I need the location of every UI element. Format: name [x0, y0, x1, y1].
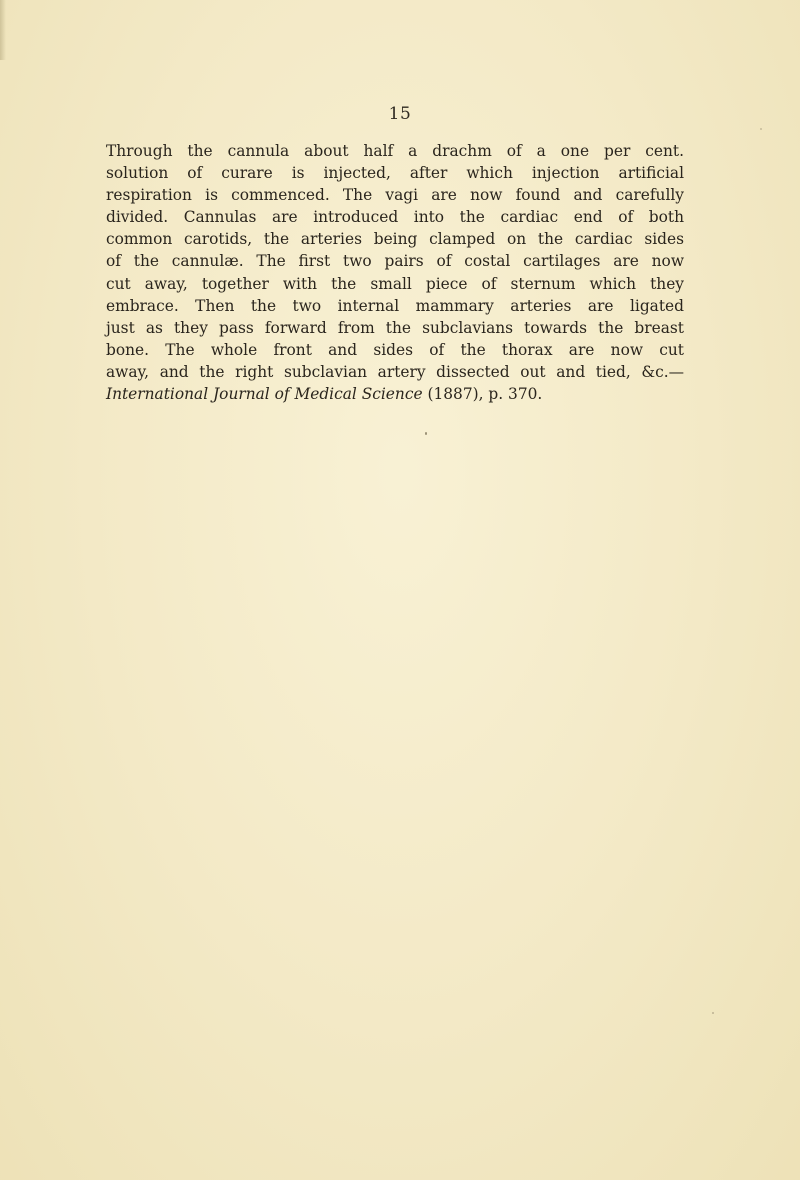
citation-journal: International Journal of Medical Science: [106, 385, 423, 404]
text-line: divided. Cannulas are introduced into the cardiac end of both: [106, 208, 684, 227]
text-line: away, and the right subclavian artery dissected out and tied, &c.—: [106, 362, 684, 381]
text-line: respiration is commenced. The vagi are now found and carefully: [106, 186, 684, 205]
paper-speck: [425, 432, 427, 435]
page-edge-shadow: [0, 0, 6, 60]
text-line: just as they pass forward from the subclavians towards the breast: [106, 318, 684, 337]
text-line: of the cannulæ. The first two pairs of costal cartilages are now: [106, 252, 684, 271]
text-line: common carotids, the arteries being clamped on the cardiac sides: [106, 230, 684, 249]
body-paragraph: [106, 140, 684, 405]
page-number: 15: [388, 104, 412, 124]
citation-line: [106, 383, 684, 405]
citation-details: (1887), p. 370.: [422, 385, 543, 404]
text-line: bone. The whole front and sides of the thorax are now cut: [106, 340, 684, 359]
text-line: solution of curare is injected, after which injection artificial: [106, 164, 684, 183]
paper-speck: [760, 128, 762, 130]
paper-speck: [712, 1012, 714, 1014]
text-line: cut away, together with the small piece of sternum which they: [106, 274, 684, 293]
text-line: Through the cannula about half a drachm of a one per cent.: [106, 142, 684, 160]
text-line: embrace. Then the two internal mammary arteries are ligated: [106, 296, 684, 315]
